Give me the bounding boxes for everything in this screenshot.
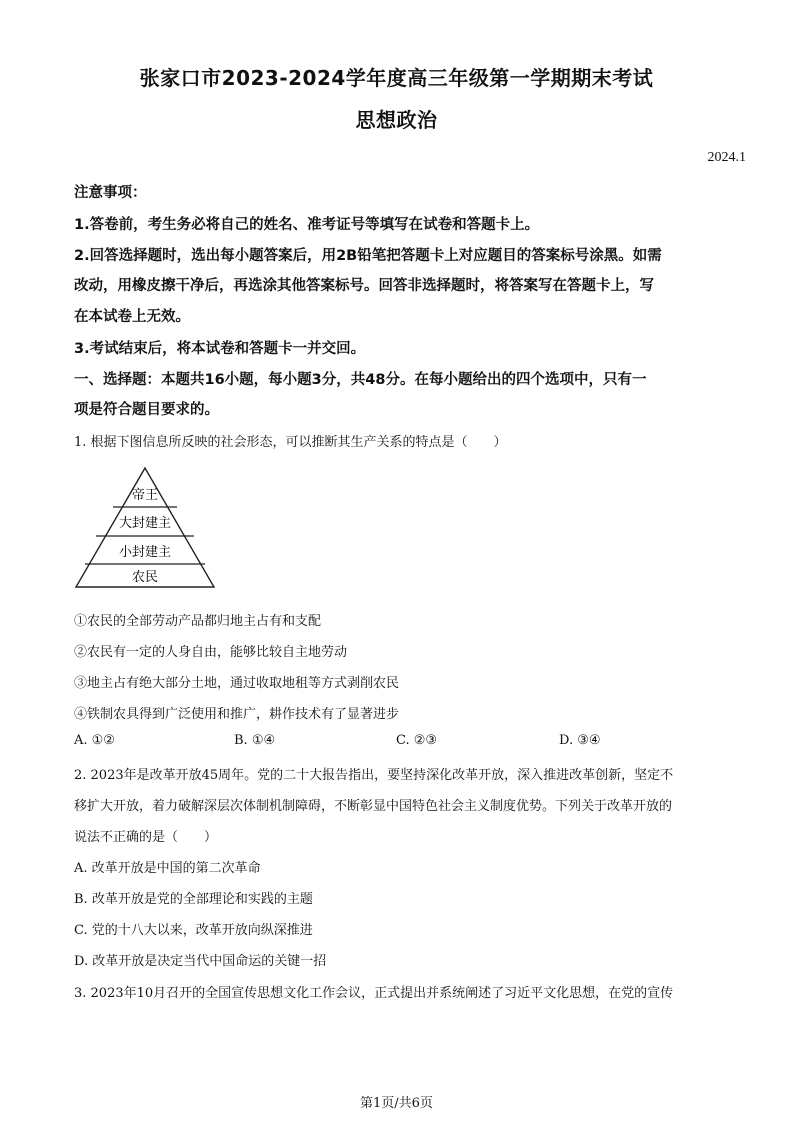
question-1-statement-1: ①农民的全部劳动产品都归地主占有和支配	[74, 614, 322, 629]
question-1-stem: 1. 根据下图信息所反映的社会形态，可以推断其生产关系的特点是（ ）	[74, 435, 507, 450]
question-1-option-d[interactable]: D. ③④	[559, 733, 601, 748]
question-1-statement-4: ④铁制农具得到广泛使用和推广，耕作技术有了显著进步	[74, 707, 400, 722]
social-hierarchy-pyramid	[74, 466, 216, 590]
notice-item-1: 1.答卷前，考生务必将自己的姓名、准考证号等填写在试卷和答题卡上。	[74, 217, 540, 233]
question-2-option-d[interactable]: D. 改革开放是决定当代中国命运的关键一招	[74, 954, 327, 969]
question-3-stem-line-1: 3. 2023年10月召开的全国宣传思想文化工作会议，正式提出并系统阐述了习近平文化思想，在党的宣传	[74, 986, 674, 1001]
question-1-statement-2: ②农民有一定的人身自由，能够比较自主地劳动	[74, 645, 348, 660]
question-1-statement-3: ③地主占有绝大部分土地，通过收取地租等方式剥削农民	[74, 676, 400, 691]
notice-heading: 注意事项：	[74, 185, 147, 201]
pyramid-level-small-lords: 小封建主	[118, 545, 172, 560]
question-2-stem-line-1: 2. 2023年是改革开放45周年。党的二十大报告指出，要坚持深化改革开放，深入推进改革创新，坚定不	[74, 768, 674, 783]
pyramid-level-peasants: 农民	[131, 570, 159, 585]
question-2-stem-line-3: 说法不正确的是（ ）	[74, 830, 218, 845]
question-2-option-c[interactable]: C. 党的十八大以来，改革开放向纵深推进	[74, 923, 313, 938]
question-2-option-a[interactable]: A. 改革开放是中国的第二次革命	[74, 861, 261, 876]
question-2-stem-line-2: 移扩大开放，着力破解深层次体制机制障碍，不断彰显中国特色社会主义制度优势。下列关于改革开放的	[74, 799, 673, 814]
question-2-option-b[interactable]: B. 改革开放是党的全部理论和实践的主题	[74, 892, 313, 907]
exam-title: 张家口市2023-2024学年度高三年级第一学期期末考试	[139, 66, 654, 90]
question-1-option-c[interactable]: C. ②③	[396, 733, 438, 748]
pyramid-level-great-lords: 大封建主	[118, 516, 172, 531]
notice-item-2-line-2: 改动，用橡皮擦干净后，再选涂其他答案标号。回答非选择题时，将答案写在答题卡上，写	[74, 278, 654, 294]
notice-item-2-line-3: 在本试卷上无效。	[74, 309, 190, 325]
pyramid-level-emperor: 帝王	[131, 488, 159, 503]
page-number: 第1页/共6页	[360, 1096, 433, 1111]
notice-item-3: 3.考试结束后，将本试卷和答题卡一并交回。	[74, 341, 366, 357]
notice-item-2-line-1: 2.回答选择题时，选出每小题答案后，用2B铅笔把答题卡上对应题目的答案标号涂黑。如需	[74, 248, 662, 264]
exam-subject: 思想政治	[355, 108, 438, 132]
section-1-heading-line-1: 一、选择题：本题共16小题，每小题3分，共48分。在每小题给出的四个选项中，只有一	[74, 372, 647, 388]
question-1-options	[74, 733, 734, 753]
question-1-option-b[interactable]: B. ①④	[234, 733, 276, 748]
exam-date: 2024.1	[707, 150, 746, 165]
question-1-option-a[interactable]: A. ①②	[74, 733, 115, 748]
section-1-heading-line-2: 项是符合题目要求的。	[74, 402, 219, 418]
